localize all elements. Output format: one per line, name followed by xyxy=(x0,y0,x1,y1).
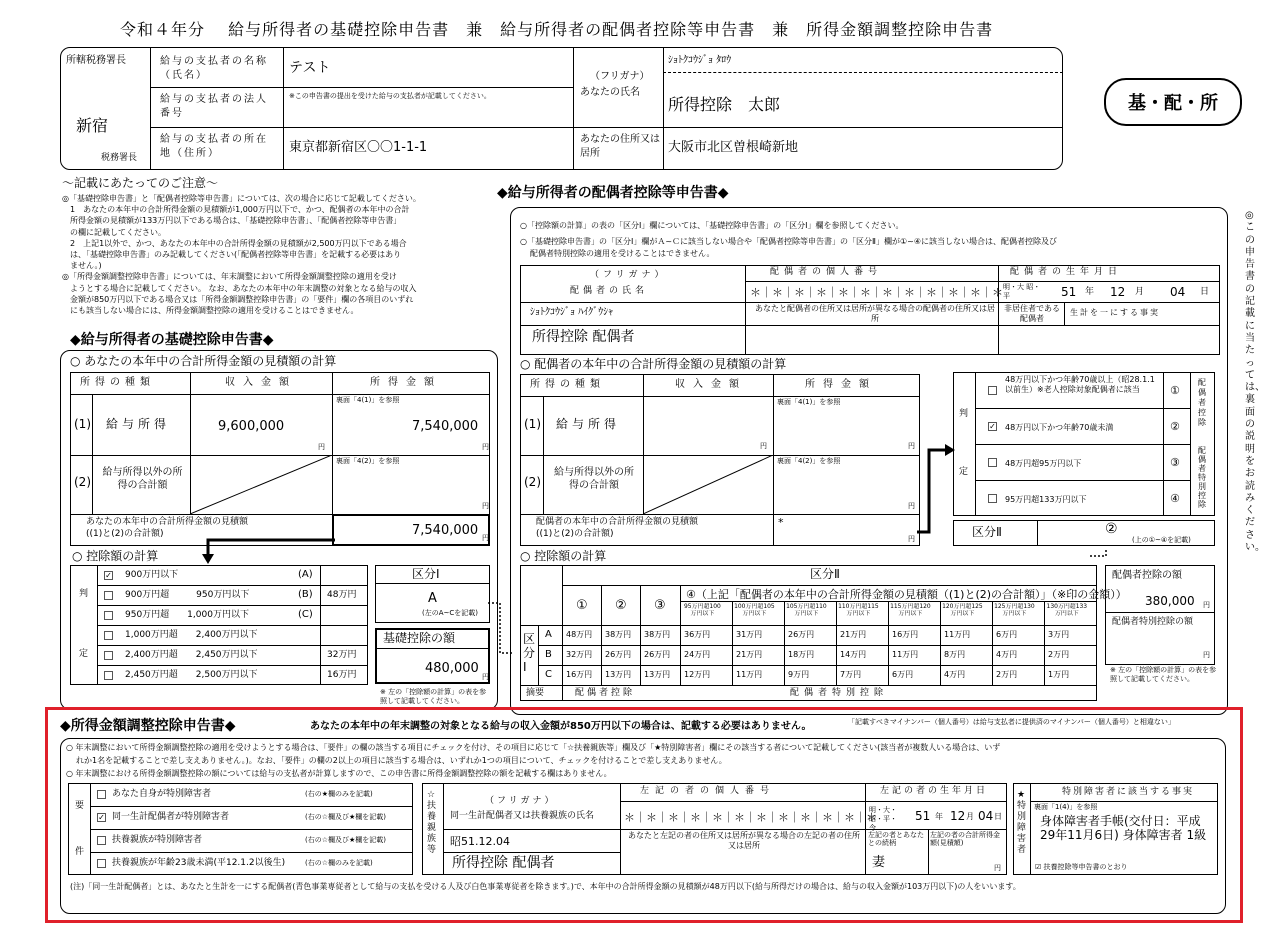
deduction-cell: 3万円 xyxy=(1048,630,1070,639)
arrow-icon xyxy=(200,538,340,568)
table-divider xyxy=(1044,601,1045,685)
column-head: ② xyxy=(615,598,627,613)
spouse-birth-label: 配偶者の生年月日 xyxy=(1010,267,1123,277)
kubun2-value[interactable]: ② xyxy=(1105,521,1118,537)
table-divider xyxy=(640,585,641,685)
column-subhead: 115万円超120万円以下 xyxy=(890,603,931,617)
other-income-label: 給与所得以外の所得の合計額 xyxy=(102,467,183,491)
judge-item-mark: ② xyxy=(1170,420,1180,433)
note-line: 所得金額の見積額が133万円以下である場合は、「基礎控除申告書」、「配偶者控除等申告書」 xyxy=(70,216,402,226)
column-subhead: 110万円超115万円以下 xyxy=(838,603,879,617)
checkbox[interactable] xyxy=(988,458,997,467)
spouse-name[interactable]: 所得控除 配偶者 xyxy=(532,329,635,345)
dep-mynumber-label: 左記の者の個人番号 xyxy=(640,786,776,796)
kubun1-row-label: C xyxy=(545,669,552,680)
deduction-cell: 8万円 xyxy=(944,650,966,659)
special-amount-label: 配偶者特別控除の額 xyxy=(1112,617,1194,627)
basic-total-value[interactable]: 7,540,000 xyxy=(412,523,479,538)
checkbox-checked[interactable]: ✓ xyxy=(98,813,105,822)
dep-income-label: 左記の者の合計所得金額(見積額) xyxy=(930,831,1000,847)
deduction-amount: 16万円 xyxy=(327,670,357,680)
table-divider xyxy=(601,585,602,685)
dep-birth-month[interactable]: 12 xyxy=(950,809,966,823)
note-line: にも該当しない場合には、所得金額調整控除の適用を受けることはできません。 xyxy=(70,306,359,316)
dep-relation-label: 左記の者とあなたとの続柄 xyxy=(868,831,924,847)
dep-birth-label: 左記の者の生年月日 xyxy=(880,786,989,796)
spouse-furigana-label: （フリガナ） xyxy=(590,270,668,280)
deduction-cell: 18万円 xyxy=(788,650,815,659)
special-ref: 裏面「1(4)」を参照 xyxy=(1034,803,1098,811)
foot-teki: 摘要 xyxy=(526,688,545,698)
note-line: 2 上記1以外で、かつ、あなたの本年中の合計所得金額の見積額が2,500万円以下である場合 xyxy=(70,238,407,248)
your-name-label: あなたの氏名 xyxy=(580,87,640,98)
income-range-label: 900万円以下 xyxy=(125,570,179,580)
spouse-mynumber[interactable]: ＊｜＊｜＊｜＊｜＊｜＊｜＊｜＊｜＊｜＊｜＊｜＊ xyxy=(750,286,1003,299)
payer-name-value[interactable]: テスト xyxy=(289,60,331,76)
spouse-furigana[interactable]: ｼｮﾄｸｺｳｼﾞｮ ﾊｲｸﾞｳｼｬ xyxy=(530,307,614,318)
kubun1-row-label: A xyxy=(545,629,552,640)
requirement-item-note: (右の☆欄のみを記載) xyxy=(305,859,373,867)
deduction-cell: 38万円 xyxy=(605,630,632,639)
checkbox[interactable] xyxy=(97,790,106,799)
adjust-section-note: あなたの本年中の年末調整の対象となる給与の収入金額が850万円以下の場合は、記載する必要はありません。 xyxy=(310,721,812,732)
tax-office-value[interactable]: 新宿 xyxy=(76,116,109,135)
total-label: あなたの本年中の合計所得金額の見積額 xyxy=(86,517,249,527)
spouse-birth-year[interactable]: 51 xyxy=(1061,285,1077,299)
reference-note: 裏面「4(1)」を参照 xyxy=(777,398,841,406)
basic-calc-title: ○ あなたの本年中の合計所得金額の見積額の計算 xyxy=(70,354,337,368)
judge-item-label: 48万円超95万円以下 xyxy=(1005,459,1082,468)
judge-item-mark: ③ xyxy=(1170,456,1180,469)
income-range-label: 2,400万円超 2,450万円以下 xyxy=(125,650,258,660)
note-line: ◎「基礎控除申告書」と「配偶者控除等申告書」については、次の場合に応じて記載してください。 xyxy=(62,194,421,203)
col-income: 収入金額 xyxy=(225,377,297,388)
salary-income-label: 給与所得 xyxy=(106,417,171,431)
income-range-label: 950万円超 1,000万円以下 xyxy=(125,610,249,620)
mynumber-note: 「記載すべきマイナンバー（個人番号）は給与支払者に提供済のマイナンバー（個人番号）と相違ない」 xyxy=(848,718,1175,726)
deduction-cell: 4万円 xyxy=(996,650,1018,659)
deduction-cell: 11万円 xyxy=(736,670,763,679)
spouse-total-value[interactable]: * xyxy=(778,516,784,529)
col4-head: ④（上記「配偶者の本年中の合計所得金額の見積額（(1)と(2)の合計額）」（※印の金額）） xyxy=(686,588,1127,601)
adjust-note: ○ 年末調整における所得金額調整控除の額については給与の支払者が計算しますので、この申告書に所得金額調整控除の額を記載する欄はありません。 xyxy=(66,769,612,778)
day-unit: 日 xyxy=(994,812,1002,821)
income-range-label: 2,450万円超 2,500万円以下 xyxy=(125,670,258,680)
note-line: 金額が850万円以下である場合又は「所得金額調整控除申告書」の「要件」欄の各項目のいずれ xyxy=(70,294,414,304)
col-type: 所得の種類 xyxy=(80,377,155,388)
payer-corp-label: 給与の支払者の法人番号 xyxy=(160,94,268,119)
checkbox-checked[interactable]: ✓ xyxy=(105,571,112,580)
dep-addr-label: あなたと左記の者の住所又は居所が異なる場合の左記の者の住所又は居所 xyxy=(628,831,860,850)
spouse-birth-day[interactable]: 04 xyxy=(1170,285,1186,299)
dep-furigana[interactable]: 昭51.12.04 xyxy=(450,835,510,848)
deduction-cell: 36万円 xyxy=(684,630,711,639)
deduction-cell: 11万円 xyxy=(944,630,971,639)
salary-income-value[interactable]: 9,600,000 xyxy=(218,419,285,434)
deduction-cell: 6万円 xyxy=(996,630,1018,639)
spouse-foot-note: ※ 左の「控除額の計算」の表を参照して記載してください。 xyxy=(1110,666,1217,683)
tax-office-suffix: 税務署長 xyxy=(101,153,138,163)
spouse-note: ○「控除額の計算」の表の「区分Ⅰ」欄については、「基礎控除申告書」の「区分Ⅰ」欄を参照してください。 xyxy=(520,221,904,230)
judge-label: 判 xyxy=(959,409,969,419)
judge-label: 判 xyxy=(79,589,89,599)
foot-spouse: 配偶者控除 xyxy=(575,688,636,698)
your-address[interactable]: 大阪市北区曽根崎新地 xyxy=(668,140,799,155)
kubun1-label: 区分Ⅰ xyxy=(412,567,440,581)
deduction-cell: 24万円 xyxy=(684,650,711,659)
deduction-cell: 13万円 xyxy=(644,670,671,679)
foot-special: 配偶者特別控除 xyxy=(790,688,889,698)
deduction-cell: 21万円 xyxy=(840,630,867,639)
tax-office-label: 所轄税務署長 xyxy=(66,55,126,66)
requirement-label: 件 xyxy=(75,847,85,857)
dep-mynumber[interactable]: ＊｜＊｜＊｜＊｜＊｜＊｜＊｜＊｜＊｜＊｜＊｜＊ xyxy=(624,811,877,824)
requirement-item-label: あなた自身が特別障害者 xyxy=(112,789,212,799)
checkbox[interactable] xyxy=(988,386,997,395)
kubun1-value[interactable]: A xyxy=(428,591,437,606)
kubun2-label: 区分Ⅱ xyxy=(972,525,1002,539)
basic-foot-note: ※ 左の「控除額の計算」の表を参照して記載してください。 xyxy=(380,688,487,705)
column-subhead: 100万円超105万円以下 xyxy=(734,603,775,617)
income-range-label: 900万円超 950万円以下 xyxy=(125,590,250,600)
vertical-note: ◎この申告書の記載に当たっては、裏面の説明をお読みください。 xyxy=(1245,210,1265,554)
form-type-badge xyxy=(1104,78,1242,126)
deduction-cell: 6万円 xyxy=(892,670,914,679)
row-number: (2) xyxy=(524,475,541,489)
yen-unit: 円 xyxy=(482,502,489,510)
yen-unit: 円 xyxy=(482,673,489,681)
table-divider xyxy=(784,601,785,685)
spouse-section-title: ◆給与所得者の配偶者控除等申告書◆ xyxy=(497,185,729,201)
row-number: (1) xyxy=(524,417,541,431)
col-amount: 所得金額 xyxy=(805,379,877,390)
yen-unit: 円 xyxy=(482,443,489,451)
deduction-cell: 9万円 xyxy=(788,670,810,679)
table-divider xyxy=(732,601,733,685)
payer-address-value[interactable]: 東京都新宿区〇〇1-1-1 xyxy=(289,140,428,155)
spouse-amount-label: 配偶者控除の額 xyxy=(1112,570,1182,581)
spouse-note: 配偶者特別控除の適用を受けることはできません。 xyxy=(530,249,715,258)
deduction-cell: 31万円 xyxy=(736,630,763,639)
yen-unit: 円 xyxy=(482,534,489,542)
yen-unit: 円 xyxy=(1203,651,1210,659)
yen-unit: 円 xyxy=(908,535,915,543)
checkbox[interactable] xyxy=(97,836,106,845)
note-line: ません。) xyxy=(70,261,102,271)
requirement-item-note: (右の☆欄及び★欄を記載) xyxy=(305,813,387,821)
judge-item-mark: ① xyxy=(1170,384,1180,397)
your-name[interactable]: 所得控除 太郎 xyxy=(668,95,781,114)
side-label-special: 配偶者特別控除 xyxy=(1198,446,1206,509)
table-divider xyxy=(940,601,941,685)
form-title: 令和４年分 給与所得者の基礎控除申告書 兼 給与所得者の配偶者控除等申告書 兼 所得金額調整控除申告書 xyxy=(120,20,994,39)
deduction-cell: 14万円 xyxy=(840,650,867,659)
notes-body xyxy=(62,193,492,316)
dep-furigana-label: （フリガナ） xyxy=(485,796,557,806)
adjust-note: れか1名を記載することで差し支えありません。)。なお、「要件」の欄の2以上の項目に該当する場合は、いずれか1つの項目について、チェックを付けることで差し支えありません。 xyxy=(76,756,727,765)
deduction-amount: 48万円 xyxy=(327,590,357,600)
judge-item-label: 48万円以下かつ年齢70歳未満 xyxy=(1005,423,1114,432)
dep-birth-day[interactable]: 04 xyxy=(978,809,994,823)
spouse-total-sub: ((1)と(2)の合計額) xyxy=(536,529,614,539)
table-divider xyxy=(680,585,681,685)
judge-item-label: 95万円超133万円以下 xyxy=(1005,495,1087,504)
note-line: は、「基礎控除申告書」のみ記載してください(「配偶者控除等申告書」を記載する必要はあり xyxy=(70,250,402,260)
reference-note: 裏面「4(2)」を参照 xyxy=(777,457,841,465)
year-unit: 年 xyxy=(935,812,943,821)
spouse-salary-label: 給与所得 xyxy=(556,417,621,431)
deduction-cell: 1万円 xyxy=(1048,670,1070,679)
spouse-addr-label: あなたと配偶者の住所又は居所が異なる場合の配偶者の住所又は居所 xyxy=(755,304,995,323)
deduction-cell: 16万円 xyxy=(566,670,593,679)
spouse-birth-era: 明・大 昭・平 xyxy=(1003,283,1041,300)
requirement-item-label: 同一生計配偶者が特別障害者 xyxy=(112,812,230,822)
diagonal-line xyxy=(643,455,773,514)
column-head: ③ xyxy=(654,598,666,613)
judge-item-mark: ④ xyxy=(1170,492,1180,505)
year-unit: 年 xyxy=(1085,287,1095,297)
month-unit: 月 xyxy=(1135,287,1145,297)
yen-unit: 円 xyxy=(908,442,915,450)
special-label: ★特別障害者 xyxy=(1017,790,1027,855)
requirement-item-label: 扶養親族が年齢23歳未満(平12.1.2以後生) xyxy=(112,858,286,868)
deduction-cell: 48万円 xyxy=(566,630,593,639)
spouse-note: ○「基礎控除申告書」の「区分Ⅰ」欄がＡ~Ｃに該当しない場合や「配偶者控除等申告書」の「区分Ⅱ」欄が①~④に該当しない場合は、配偶者控除及び xyxy=(520,237,1058,246)
note-line: ようとする場合に記載してください。 なお、あなたの本年中の年末調整の対象となる給与の収入 xyxy=(70,283,417,293)
range-mark: (A) xyxy=(298,569,313,580)
yen-unit: 円 xyxy=(1203,601,1210,609)
row-number: (2) xyxy=(74,475,91,489)
column-subhead: 130万円超133万円以下 xyxy=(1046,603,1088,617)
checkbox[interactable] xyxy=(104,651,113,660)
judge-label: 定 xyxy=(79,649,89,659)
diagonal-line xyxy=(190,455,332,514)
judge-label: 定 xyxy=(959,467,969,477)
range-mark: (B) xyxy=(298,589,313,600)
col-type: 所得の種類 xyxy=(530,379,605,390)
your-furigana[interactable]: ｼｮﾄｸｺｳｼﾞｮ ﾀﾛｳ xyxy=(668,55,732,66)
spouse-nonresident-label: 非居住者である配偶者 xyxy=(1004,304,1060,323)
checkbox[interactable] xyxy=(104,631,113,640)
column-subhead: 125万円超130万円以下 xyxy=(994,603,1035,617)
spouse-name-label: 配偶者の氏名 xyxy=(570,286,649,296)
reference-note: 裏面「4(1)」を参照 xyxy=(336,396,400,404)
column-subhead: 105万円超110万円以下 xyxy=(786,603,827,617)
column-head: ① xyxy=(576,598,588,613)
adjust-note: ○ 年末調整において所得金額調整控除の適用を受けようとする場合は、「要件」の欄の該当する項目にチェックを付け、その項目に応じて「☆扶養親族等」欄及び「★特別障害者」欄にその該当する者について記載してください(該当者が複数人いる場合は、いず xyxy=(66,743,1001,752)
payer-corp-note: ※この申告書の提出を受けた給与の支払者が記載してください。 xyxy=(289,92,491,100)
table-header-kubun2: 区分Ⅱ xyxy=(810,567,840,581)
yen-unit: 円 xyxy=(908,502,915,510)
deduction-cell: 32万円 xyxy=(566,650,593,659)
payer-address-label: 給与の支払者の所在地（住所） xyxy=(160,134,268,159)
deduction-cell: 13万円 xyxy=(605,670,632,679)
table-divider xyxy=(992,601,993,685)
range-mark: (C) xyxy=(298,609,313,620)
spouse-amount-value[interactable]: 380,000 xyxy=(1145,594,1195,608)
basic-amount-value[interactable]: 480,000 xyxy=(425,661,479,676)
reference-note: 裏面「4(2)」を参照 xyxy=(336,457,400,465)
column-subhead: 95万円超100万円以下 xyxy=(684,603,721,617)
total-sub: ((1)と(2)の合計額) xyxy=(86,529,164,539)
note-line: ◎「所得金額調整控除申告書」については、年末調整において所得金額調整控除の適用を受け xyxy=(62,272,397,282)
dep-birth-era: 明・大・昭・平・令 xyxy=(869,806,897,832)
dep-name[interactable]: 所得控除 配偶者 xyxy=(452,855,555,871)
basic-deduction-title: ○ 控除額の計算 xyxy=(72,549,159,563)
spouse-mynumber-label: 配偶者の個人番号 xyxy=(770,267,883,277)
special-head: 特別障害者に該当する事実 xyxy=(1062,787,1195,797)
furigana-label: （フリガナ） xyxy=(590,71,650,82)
requirement-item-note: (右の☆欄及び★欄を記載) xyxy=(305,836,387,844)
adjust-footnote: (注)「同一生計配偶者」とは、あなたと生計を一にする配偶者(青色事業専従者として給与の支払を受ける人及び白色事業専従者を除きます。)で、本年中の合計所得金額の見積額が48万円以下(給与所得だけの場合は、給与の収入金額が103万円以下)の人をいいます。 xyxy=(70,882,1021,891)
checkbox[interactable] xyxy=(97,859,106,868)
adjust-section-title: ◆所得金額調整控除申告書◆ xyxy=(60,718,236,734)
deduction-cell: 38万円 xyxy=(644,630,671,639)
yen-unit: 円 xyxy=(994,864,1001,872)
note-line: 1 あなたの本年中の合計所得金額の見積額が1,000万円以下で、かつ、配偶者の本年中の合計 xyxy=(70,205,410,215)
income-range-label: 1,000万円超 2,400万円以下 xyxy=(125,630,258,640)
table-divider xyxy=(836,601,837,685)
your-address-label: あなたの住所又は居所 xyxy=(580,134,660,159)
side-label-spouse: 配偶者控除 xyxy=(1198,378,1206,427)
row-number: (1) xyxy=(74,417,91,431)
note-line: の欄に記載してください。 xyxy=(70,227,166,237)
deduction-cell: 26万円 xyxy=(788,630,815,639)
salary-amount-value[interactable]: 7,540,000 xyxy=(412,419,479,434)
day-unit: 日 xyxy=(1200,287,1210,297)
checkbox[interactable] xyxy=(104,611,113,620)
dep-relation[interactable]: 妻 xyxy=(872,855,886,870)
spouse-living-label: 生計を一にする事実 xyxy=(1070,308,1160,317)
requirement-item-note: (右の★欄のみを記載) xyxy=(305,790,373,798)
kubun2-note: (上の①~④を記載) xyxy=(1132,536,1191,544)
deduction-cell: 26万円 xyxy=(644,650,671,659)
deduction-cell: 7万円 xyxy=(840,670,862,679)
special-value[interactable]: 身体障害者手帳(交付日：平成29年11月6日) 身体障害者 1級 xyxy=(1040,814,1207,842)
deduction-cell: 21万円 xyxy=(736,650,763,659)
notes-heading: ～記載にあたってのご注意～ xyxy=(62,176,219,190)
deduction-cell: 4万円 xyxy=(944,670,966,679)
checkbox[interactable] xyxy=(104,671,113,680)
deduction-amount: 32万円 xyxy=(327,650,357,660)
checkbox[interactable] xyxy=(988,494,997,503)
col-income: 収入金額 xyxy=(675,379,747,390)
yen-unit: 円 xyxy=(760,442,767,450)
kubun1-side: 区分Ⅰ xyxy=(523,632,536,674)
basic-section-title: ◆給与所得者の基礎控除申告書◆ xyxy=(70,332,274,348)
deduction-cell: 11万円 xyxy=(892,650,919,659)
spouse-birth-month[interactable]: 12 xyxy=(1110,285,1126,299)
spouse-total-label: 配偶者の本年中の合計所得金額の見積額 xyxy=(536,517,699,527)
requirement-label: 要 xyxy=(75,801,85,811)
deduction-cell: 12万円 xyxy=(684,670,711,679)
judge-item-label: 48万円以下かつ年齢70歳以上（昭28.1.1以前生）※老人控除対象配偶者に該当 xyxy=(1005,375,1155,394)
checkbox[interactable] xyxy=(104,591,113,600)
deduction-cell: 2万円 xyxy=(1048,650,1070,659)
month-unit: 月 xyxy=(966,812,974,821)
table-divider xyxy=(888,601,889,685)
spouse-calc-title: ○ 配偶者の本年中の合計所得金額の見積額の計算 xyxy=(520,357,787,371)
deduction-cell: 26万円 xyxy=(605,650,632,659)
yen-unit: 円 xyxy=(318,443,325,451)
spouse-other-income-label: 給与所得以外の所得の合計額 xyxy=(554,467,634,491)
kubun1-note: (左のA~Cを記載) xyxy=(422,609,479,617)
dependent-label: ☆扶養親族等 xyxy=(427,790,437,855)
deduction-cell: 16万円 xyxy=(892,630,919,639)
badge-text: 基・配・所 xyxy=(1128,93,1218,114)
checkbox-checked[interactable]: ✓ xyxy=(989,422,996,431)
basic-amount-label: 基礎控除の額 xyxy=(383,631,456,645)
payer-name-label: 給与の支払者の名称（氏名） xyxy=(160,56,268,81)
column-subhead: 120万円超125万円以下 xyxy=(942,603,983,617)
dep-name-label: 同一生計配偶者又は扶養親族の氏名 xyxy=(450,811,595,821)
dep-birth-year[interactable]: 51 xyxy=(915,809,931,823)
kubun1-row-label: B xyxy=(545,649,552,660)
special-foot: ☑ 扶養控除等申告書のとおり xyxy=(1035,863,1128,871)
col-amount: 所得金額 xyxy=(370,377,442,388)
requirement-item-label: 扶養親族が特別障害者 xyxy=(112,835,203,845)
spouse-deduction-title: ○ 控除額の計算 xyxy=(520,549,607,563)
deduction-cell: 2万円 xyxy=(996,670,1018,679)
